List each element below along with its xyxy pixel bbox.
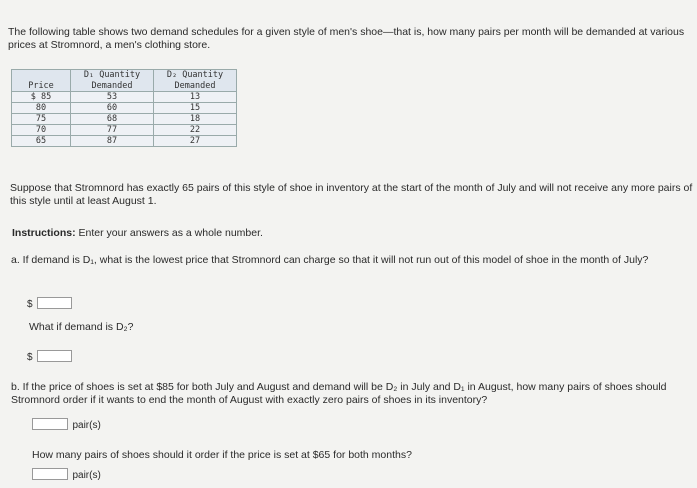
table-row: [12, 125, 237, 136]
answer-a1-row: [27, 294, 72, 312]
answer-a1-input[interactable]: [37, 297, 72, 309]
answer-a2-row: [27, 347, 72, 365]
instructions-label: Instructions:: [12, 227, 76, 239]
table-row: [12, 103, 237, 114]
currency-symbol: $: [27, 352, 33, 363]
scenario-text: Suppose that Stromnord has exactly 65 pairs of this style of shoe in inventory at the start of the month of July and will not receive any more pairs of this style until at least August 1.: [10, 182, 693, 207]
table-cell: 65: [12, 136, 71, 147]
table-row: [12, 136, 237, 147]
table-cell: 80: [12, 103, 71, 114]
table-cell: 87: [71, 136, 154, 147]
unit-label: pair(s): [72, 420, 101, 431]
header-price: Price: [12, 70, 71, 92]
answer-b1-row: [32, 415, 101, 433]
answer-b1-input[interactable]: [32, 418, 68, 430]
instructions-text: Enter your answers as a whole number.: [78, 227, 263, 239]
table-cell: $ 85: [12, 92, 71, 103]
intro-text: The following table shows two demand schedules for a given style of men's shoe—that is, how many pairs per month will be demanded at various prices at Stromnord, a men's clothing store.: [8, 26, 685, 51]
table-row: [12, 92, 237, 103]
question-a2: What if demand is D₂?: [29, 321, 134, 333]
header-d2: D₂ Quantity Demanded: [154, 70, 237, 92]
table-row: [12, 114, 237, 125]
table-cell: 60: [71, 103, 154, 114]
table-cell: 18: [154, 114, 237, 125]
table-cell: 15: [154, 103, 237, 114]
table-header-row: [12, 70, 237, 92]
table-cell: 68: [71, 114, 154, 125]
question-b2: How many pairs of shoes should it order if the price is set at $65 for both months?: [32, 449, 412, 461]
header-d1: D₁ Quantity Demanded: [71, 70, 154, 92]
question-a: a. If demand is D₁, what is the lowest price that Stromnord can charge so that it will not run out of this model of shoe in the month of July?: [11, 254, 649, 266]
instructions: [12, 227, 263, 240]
table-cell: 70: [12, 125, 71, 136]
table-cell: 77: [71, 125, 154, 136]
currency-symbol: $: [27, 299, 33, 310]
table-cell: 27: [154, 136, 237, 147]
question-b: b. If the price of shoes is set at $85 for both July and August and demand will be D₂ in July and D₁ in August, how many pairs of shoes should Stromnord order if it wants to end the month of August with exactly zero pairs of shoes in its inventory?: [11, 381, 667, 406]
demand-schedule-table: [11, 69, 237, 147]
answer-b2-row: [32, 465, 101, 483]
answer-b2-input[interactable]: [32, 468, 68, 480]
answer-a2-input[interactable]: [37, 350, 72, 362]
unit-label: pair(s): [72, 470, 101, 481]
table-cell: 22: [154, 125, 237, 136]
table-cell: 53: [71, 92, 154, 103]
table-cell: 75: [12, 114, 71, 125]
table-cell: 13: [154, 92, 237, 103]
